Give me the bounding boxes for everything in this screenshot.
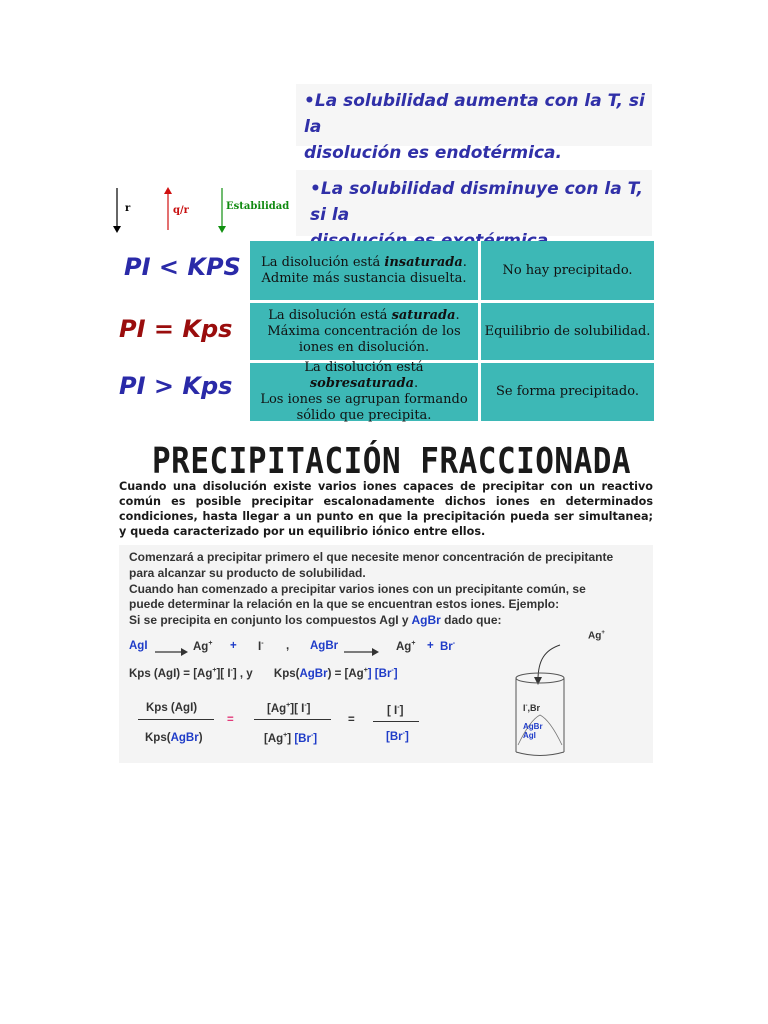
sup-minus: - — [310, 732, 314, 739]
state-word: insaturada — [384, 254, 463, 270]
beaker-svg — [500, 625, 620, 760]
agbr-term: AgBr — [411, 613, 441, 627]
kps-f: ) = [Ag — [327, 667, 364, 680]
sup-minus: - — [230, 667, 233, 674]
sup-minus: - — [525, 703, 528, 709]
kps-b: ][ I — [216, 667, 231, 680]
sup-minus: - — [304, 702, 307, 709]
pi-greater-kps: PI > Kps — [119, 372, 233, 400]
frac1-num: Kps (AgI) — [146, 702, 198, 714]
reaction-i — [258, 640, 264, 653]
table-row-1-result: No hay precipitado. — [481, 241, 654, 300]
br-text: Br — [440, 640, 453, 653]
reaction-ag-2 — [396, 640, 415, 653]
section-paragraph: Cuando una disolución existe varios iones capaces de precipitar con un reactivo común es posible precipitar escalonadamente dichos iones en determinados condiciones, hasta llegar a un punto en que la precipitación pueda ser simultanea; y queda caracterizado por un equilibrio iónico entre ellos. — [119, 480, 653, 538]
box-line-3: Cuando han comenzado a precipitar varios iones con un precipitante común, se — [129, 582, 586, 596]
beaker-ions-label — [523, 703, 540, 713]
reaction-ag-1 — [193, 640, 212, 653]
qr-label: q/r — [173, 205, 189, 216]
num2-b: ][ I — [290, 702, 305, 715]
kps-line — [129, 667, 398, 680]
kps-a: Kps (AgI) = [Ag — [129, 667, 213, 680]
state-suffix: . — [462, 254, 467, 270]
reaction-comma: , — [286, 640, 290, 652]
frac3-num — [387, 704, 403, 717]
sup-minus: - — [452, 640, 456, 647]
frac3-den — [386, 730, 409, 743]
sup-plus: + — [212, 667, 217, 674]
frac3-bar — [373, 721, 419, 722]
line5-tail: dado que: — [440, 613, 502, 627]
beaker-solid-agbr: AgBr — [523, 722, 543, 731]
ag-text: Ag — [396, 640, 412, 653]
box-line-4: puede determinar la relación en la que se encuentran estos iones. Ejemplo: — [129, 597, 560, 611]
reaction-plus-1: + — [230, 640, 237, 652]
reaction-plus-2: + — [427, 640, 434, 652]
sup-plus: + — [363, 667, 368, 674]
pi-less-kps: PI < KPS — [124, 253, 241, 281]
state-desc: Máxima concentración de los iones en disolución. — [267, 323, 461, 355]
state-suffix: . — [455, 307, 460, 323]
reaction-arrow-1 — [155, 642, 189, 661]
ions-br: ,Br — [527, 703, 541, 713]
r-arrow-head — [113, 226, 121, 233]
bullet-exothermic: •La solubilidad disminuye con la T, si la — [310, 179, 643, 225]
kps-c: ] , y — [232, 667, 253, 680]
stability-arrow-head — [218, 226, 226, 233]
sup-minus: - — [397, 704, 400, 711]
saturation-table — [250, 241, 654, 421]
arrow-right-icon — [155, 647, 189, 657]
beaker-solid-agi: AgI — [523, 731, 536, 740]
reaction-agi: AgI — [129, 640, 148, 652]
line5-text: Si se precipita en conjunto los compuestos AgI y — [129, 613, 412, 627]
state-suffix: . — [414, 376, 419, 391]
ag-text: Ag — [193, 640, 209, 653]
sup-minus: - — [261, 640, 264, 647]
den1-c: ) — [198, 732, 203, 744]
reaction-arrow-2 — [344, 642, 380, 661]
sup-minus: - — [391, 667, 394, 674]
box-line-5 — [129, 613, 502, 629]
den2-b: ] — [287, 732, 292, 745]
reaction-br — [440, 640, 455, 653]
section-title: PRECIPITACIÓN FRACCIONADA — [152, 441, 632, 483]
num3: [ I — [387, 704, 398, 717]
den2-a: [Ag — [264, 732, 284, 745]
state-desc: Los iones se agrupan formando sólido que precipita. — [260, 392, 468, 423]
sup-plus: + — [283, 732, 288, 739]
box-line-1: Comenzará a precipitar primero el que necesite menor concentración de precipitante — [129, 550, 614, 564]
state-prefix: La disolución está — [261, 254, 385, 270]
ag-arrow-head — [534, 677, 542, 685]
stability-label: Estabilidad — [226, 201, 290, 212]
frac2-num — [267, 702, 311, 715]
kps-h: ] — [393, 667, 398, 680]
state-word: sobresaturada — [309, 376, 415, 391]
i-text: I — [258, 640, 262, 653]
reaction-agbr: AgBr — [310, 640, 339, 652]
num2-c: ] — [306, 702, 311, 715]
num3-b: ] — [399, 704, 404, 717]
beaker-bottom — [516, 752, 564, 756]
sup-plus: + — [208, 640, 213, 647]
state-text — [259, 308, 469, 356]
den3: [Br — [386, 730, 403, 743]
sup-plus: + — [286, 702, 291, 709]
den1-b: AgBr — [170, 732, 199, 744]
kps-d: Kps( — [273, 667, 300, 680]
bullet-endothermic: •La solubilidad aumenta con la T, si la disolución es endotérmica. — [304, 91, 645, 163]
kps-g: ] [Br — [367, 667, 392, 680]
table-row-1-state — [250, 241, 478, 300]
table-row-3-result: Se forma precipitado. — [481, 363, 654, 421]
equals-1: = — [227, 714, 234, 726]
ions-i: I — [523, 703, 526, 713]
state-text — [261, 255, 467, 287]
sup-minus: - — [402, 730, 405, 737]
equals-2: = — [348, 714, 355, 726]
frac2-den — [264, 732, 317, 745]
qr-arrow-head — [164, 187, 172, 194]
ag-label: Ag — [588, 630, 602, 642]
state-desc: Admite más sustancia disuelta. — [261, 270, 467, 286]
frac1-bar — [138, 719, 214, 720]
arrow-right-icon — [344, 647, 380, 657]
kps-e: AgBr — [299, 667, 328, 680]
table-row-2-state — [250, 303, 478, 360]
beaker-ag-label — [588, 630, 605, 641]
frac2-bar — [254, 719, 331, 720]
frac1-den — [145, 732, 203, 744]
den2-c: [Br — [294, 732, 311, 745]
beaker-illustration — [500, 625, 620, 760]
r-label: r — [125, 203, 131, 214]
den3-b: ] — [404, 730, 409, 743]
den2-d: ] — [313, 732, 318, 745]
table-row-3-state — [250, 360, 478, 423]
state-text — [252, 360, 476, 424]
state-word: saturada — [391, 307, 456, 323]
den1-a: Kps( — [145, 732, 171, 744]
box-line-2: para alcanzar su producto de solubilidad. — [129, 566, 366, 580]
num2-a: [Ag — [267, 702, 287, 715]
sup-plus: + — [601, 630, 605, 636]
state-prefix: La disolución está — [304, 360, 424, 375]
pi-equal-kps: PI = Kps — [119, 315, 233, 343]
state-prefix: La disolución está — [268, 307, 392, 323]
table-row-2-result: Equilibrio de solubilidad. — [481, 303, 654, 360]
sup-plus: + — [411, 640, 416, 647]
